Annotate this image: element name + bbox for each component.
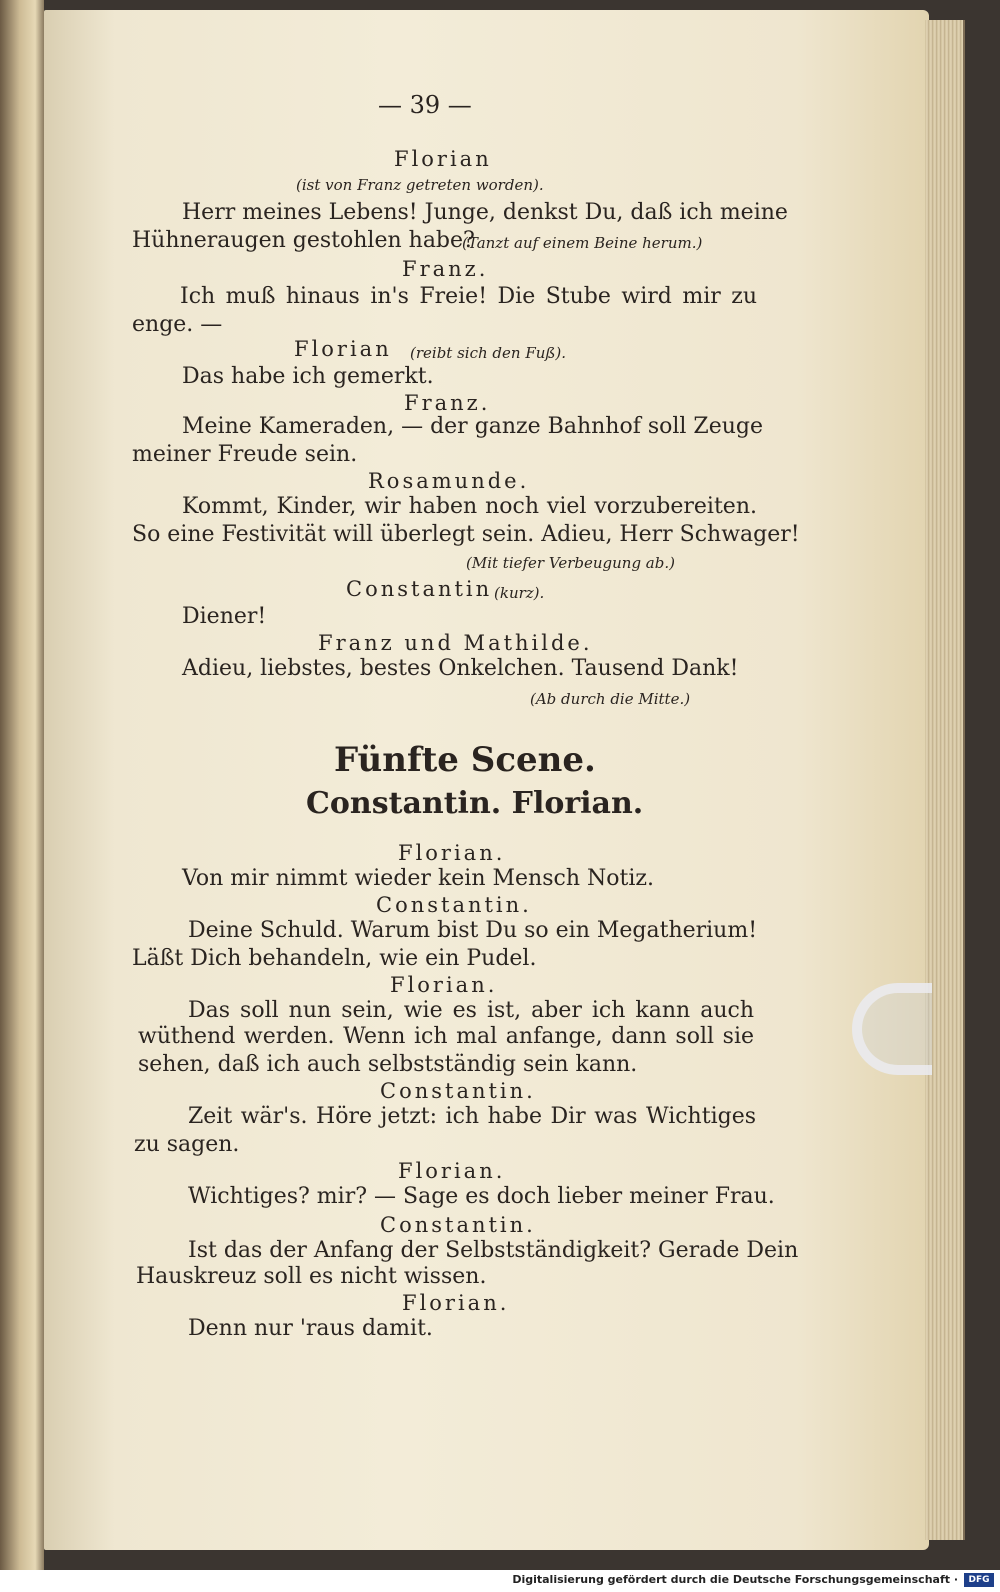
dialogue-line: Meine Kameraden, — der ganze Bahnhof soll Zeuge xyxy=(182,414,764,439)
dialogue-line: enge. — xyxy=(132,312,223,337)
dialogue-line: Diener! xyxy=(182,604,267,629)
speaker-constantin: Constantin. xyxy=(376,893,532,917)
dialogue-line: Adieu, liebstes, bestes Onkelchen. Tausend Dank! xyxy=(182,656,739,681)
dialogue-line: Kommt, Kinder, wir haben noch viel vorzubereiten. xyxy=(182,494,757,519)
dialogue-line: Von mir nimmt wieder kein Mensch Notiz. xyxy=(182,866,654,891)
speaker-florian: Florian. xyxy=(398,1159,506,1183)
dialogue-line: Ist das der Anfang der Selbstständigkeit? Gerade Dein xyxy=(188,1238,799,1263)
speaker-rosamunde: Rosamunde. xyxy=(368,469,530,493)
dialogue-line: Läßt Dich behandeln, wie ein Pudel. xyxy=(132,946,537,971)
dialogue-line: Ich muß hinaus in's Freie! Die Stube wird mir zu xyxy=(180,284,757,309)
dialogue-line: sehen, daß ich auch selbstständig sein kann. xyxy=(138,1052,638,1077)
left-page-edge xyxy=(0,0,44,1570)
dialogue-line: Hauskreuz soll es nicht wissen. xyxy=(136,1264,487,1289)
stage-direction: (ist von Franz getreten worden). xyxy=(296,176,544,194)
dialogue-line: Hühneraugen gestohlen habe? xyxy=(132,228,475,253)
stage-direction: (kurz). xyxy=(494,584,545,602)
dialogue-line: Wichtiges? mir? — Sage es doch lieber meiner Frau. xyxy=(188,1184,775,1209)
stage-direction: (reibt sich den Fuß). xyxy=(410,344,567,362)
dialogue-line: wüthend werden. Wenn ich mal anfange, dann soll sie xyxy=(138,1024,754,1049)
dialogue-line: Das soll nun sein, wie es ist, aber ich kann auch xyxy=(188,998,754,1023)
dialogue-line: zu sagen. xyxy=(134,1132,240,1157)
dialogue-line: So eine Festivität will überlegt sein. Adieu, Herr Schwager! xyxy=(132,522,800,547)
speaker-florian: Florian xyxy=(294,337,392,361)
footer-bar xyxy=(0,1570,1000,1592)
speaker-constantin: Constantin. xyxy=(380,1213,536,1237)
stage-direction: (Ab durch die Mitte.) xyxy=(530,690,691,708)
dialogue-line: Zeit wär's. Höre jetzt: ich habe Dir was Wichtiges xyxy=(188,1104,756,1129)
speaker-florian: Florian. xyxy=(390,973,498,997)
stage-direction: (Mit tiefer Verbeugung ab.) xyxy=(466,554,675,572)
dialogue-line: Denn nur 'raus damit. xyxy=(188,1316,433,1341)
speaker-florian: Florian xyxy=(394,147,492,171)
speaker-constantin: Constantin. xyxy=(380,1079,536,1103)
dialogue-line: meiner Freude sein. xyxy=(132,442,358,467)
page-stack-edge xyxy=(925,20,965,1540)
scene-characters: Constantin. Florian. xyxy=(306,786,644,821)
speaker-florian: Florian. xyxy=(398,841,506,865)
page-number: — 39 — xyxy=(378,91,472,119)
dialogue-line: Herr meines Lebens! Junge, denkst Du, daß ich meine xyxy=(182,200,788,225)
speaker-florian: Florian. xyxy=(402,1291,510,1315)
dfg-logo: DFG xyxy=(964,1573,994,1587)
scene-title: Fünfte Scene. xyxy=(334,740,596,780)
dialogue-line: Das habe ich gemerkt. xyxy=(182,364,434,389)
speaker-franz: Franz. xyxy=(402,257,489,281)
stage-direction: (Tanzt auf einem Beine herum.) xyxy=(462,234,703,252)
dialogue-line: Deine Schuld. Warum bist Du so ein Megatherium! xyxy=(188,918,758,943)
speaker-franz: Franz. xyxy=(404,391,491,415)
speaker-franz-mathilde: Franz und Mathilde. xyxy=(318,631,593,655)
footer-credit: Digitalisierung gefördert durch die Deutsche Forschungsgemeinschaft · xyxy=(512,1573,958,1586)
speaker-constantin: Constantin xyxy=(346,577,493,601)
